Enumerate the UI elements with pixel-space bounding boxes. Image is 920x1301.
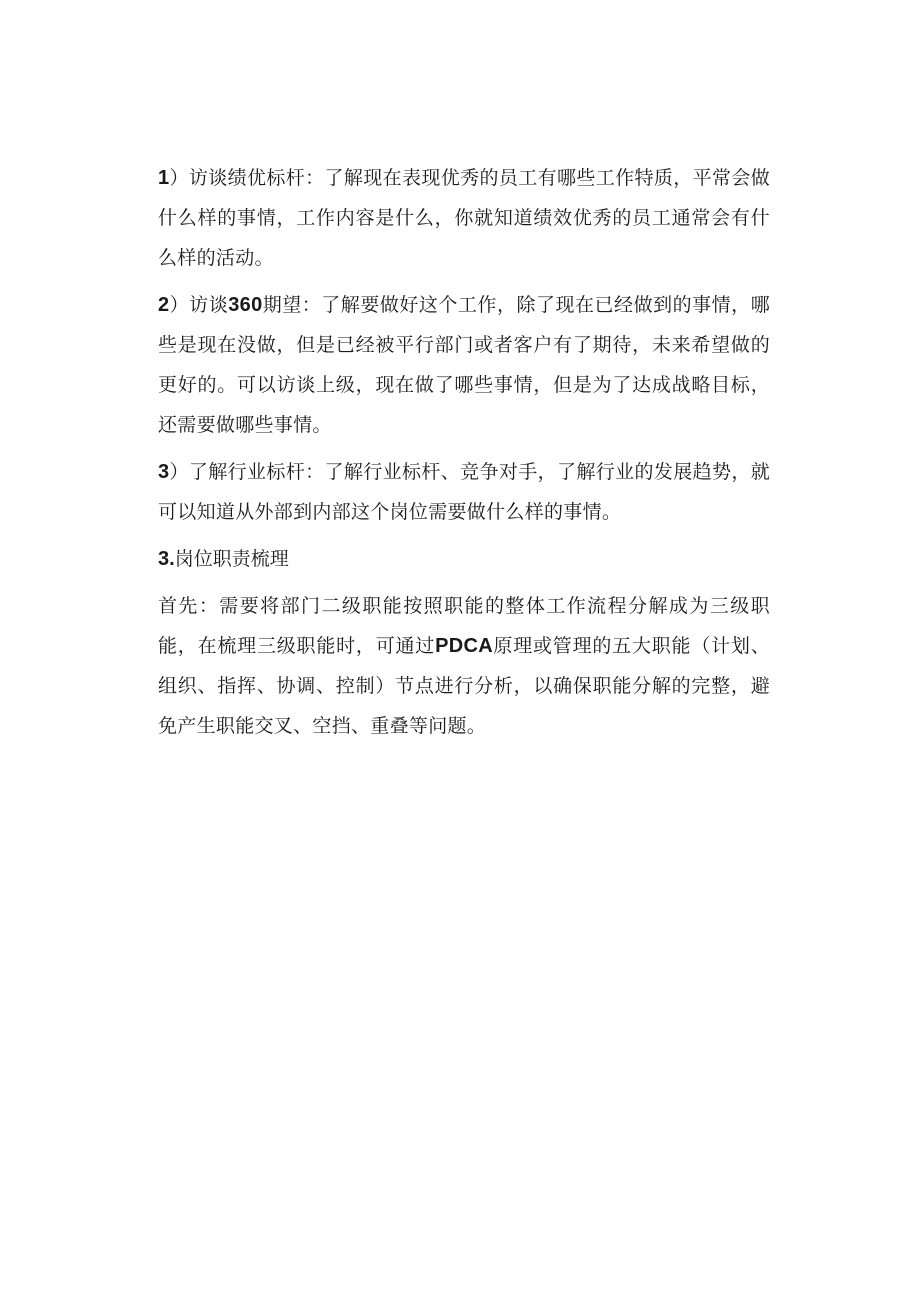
paragraph-2	[158, 285, 770, 445]
section-heading	[158, 539, 770, 579]
paragraph-2-text-start: ）访谈	[169, 294, 229, 316]
paragraph-2-number: 2	[158, 294, 170, 316]
document-body	[158, 158, 770, 753]
paragraph-2-bold-number: 360	[228, 294, 263, 316]
paragraph-3	[158, 452, 770, 532]
paragraph-1-number: 1	[158, 167, 170, 189]
paragraph-final-text-start: 首先：需要将部门二级职能按照职能的整体工作流程分解成为三级职能，在梳理三级职能时，可通过	[158, 595, 770, 657]
paragraph-2-text-rest: 期望：了解要做好这个工作，除了现在已经做到的事情，哪些是现在没做，但是已经被平行部门或者客户有了期待，未来希望做的更好的。可以访谈上级，现在做了哪些事情，但是为了达成战略目标，还需要做哪些事情。	[158, 294, 770, 436]
section-heading-number: 3.	[158, 548, 175, 570]
paragraph-final-bold-term: PDCA	[435, 635, 493, 657]
paragraph-3-text: ）了解行业标杆：了解行业标杆、竞争对手，了解行业的发展趋势，就可以知道从外部到内部这个岗位需要做什么样的事情。	[158, 461, 770, 523]
paragraph-1	[158, 158, 770, 278]
paragraph-3-number: 3	[158, 461, 170, 483]
paragraph-1-text: ）访谈绩优标杆：了解现在表现优秀的员工有哪些工作特质，平常会做什么样的事情，工作内容是什么，你就知道绩效优秀的员工通常会有什么样的活动。	[158, 167, 770, 269]
paragraph-final	[158, 586, 770, 746]
paragraph-final-text-rest: 原理或管理的五大职能（计划、组织、指挥、协调、控制）节点进行分析，以确保职能分解的完整，避免产生职能交叉、空挡、重叠等问题。	[158, 635, 770, 737]
section-heading-text: 岗位职责梳理	[174, 548, 289, 570]
